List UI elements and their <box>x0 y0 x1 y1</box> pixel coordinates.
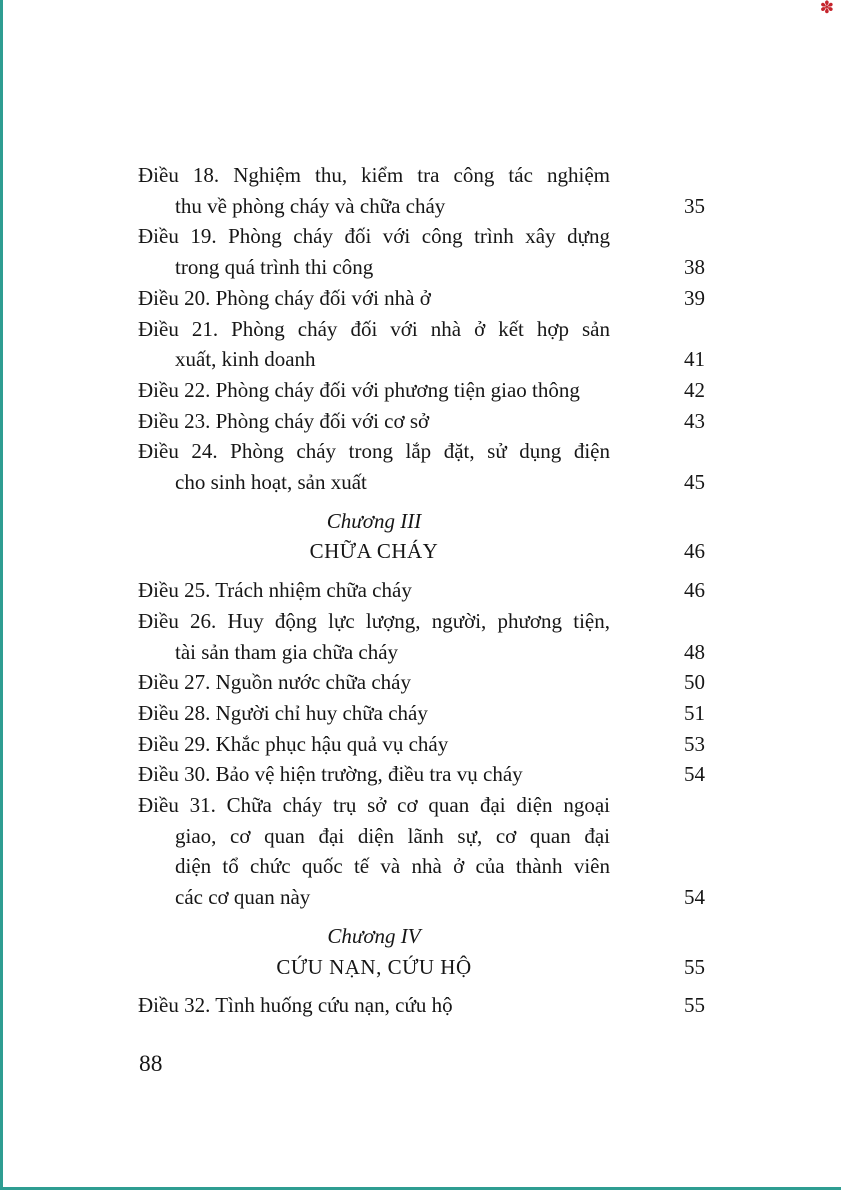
toc-page-number: 46 <box>684 539 705 564</box>
table-of-contents <box>138 160 705 1021</box>
toc-entry-text: Điều 26. Huy động lực lượng, người, phương tiện, <box>138 608 610 633</box>
toc-row <box>138 637 705 668</box>
toc-row <box>138 821 705 852</box>
toc-page-number: 54 <box>684 762 705 787</box>
toc-entry-text: Điều 31. Chữa cháy trụ sở cơ quan đại diện ngoại <box>138 793 610 818</box>
toc-page-number: 41 <box>684 347 705 372</box>
toc-entry-text: Điều 30. Bảo vệ hiện trường, điều tra vụ cháy <box>138 762 523 787</box>
toc-page-number: 54 <box>684 885 705 910</box>
toc-row <box>138 536 705 567</box>
toc-entry-text: Điều 27. Nguồn nước chữa cháy <box>138 670 411 695</box>
toc-entry-text: các cơ quan này <box>175 885 311 910</box>
toc-page-number: 48 <box>684 639 705 664</box>
toc-row <box>138 467 705 498</box>
toc-entry-text: Điều 18. Nghiệm thu, kiểm tra công tác nghiệm <box>138 163 610 187</box>
toc-row <box>138 314 705 345</box>
left-edge-rule <box>0 0 3 1190</box>
toc-entry-text: Điều 24. Phòng cháy trong lắp đặt, sử dụng điện <box>138 439 610 464</box>
toc-entry-text: Điều 21. Phòng cháy đối với nhà ở kết hợp sản <box>138 316 610 341</box>
toc-page-number: 38 <box>684 255 705 280</box>
toc-row <box>138 160 705 191</box>
toc-entry-text: trong quá trình thi công <box>175 255 374 280</box>
toc-page-number: 39 <box>684 285 705 310</box>
toc-row <box>138 575 705 606</box>
toc-page-number: 43 <box>684 408 705 433</box>
toc-entry-text: Điều 22. Phòng cháy đối với phương tiện giao thông <box>138 377 580 402</box>
toc-page-number: 50 <box>684 670 705 695</box>
toc-row <box>138 606 705 637</box>
toc-row <box>138 851 705 882</box>
toc-page-number: 46 <box>684 578 705 603</box>
toc-page-number: 55 <box>684 954 705 979</box>
folio-page-number: 88 <box>139 1051 163 1077</box>
toc-row <box>138 252 705 283</box>
toc-page-number: 42 <box>684 377 705 402</box>
toc-row <box>138 729 705 760</box>
toc-page-number: 51 <box>684 700 705 725</box>
toc-entry-text: Điều 28. Người chỉ huy chữa cháy <box>138 700 428 725</box>
toc-entry-text: diện tổ chức quốc tế và nhà ở của thành viên <box>175 854 610 879</box>
toc-row <box>138 375 705 406</box>
toc-row <box>138 990 705 1021</box>
toc-entry-text: Điều 19. Phòng cháy đối với công trình xây dựng <box>138 224 610 249</box>
toc-row <box>138 283 705 314</box>
toc-row <box>138 436 705 467</box>
toc-entry-text: xuất, kinh doanh <box>175 347 316 372</box>
toc-page-number: 35 <box>684 193 705 218</box>
toc-page-number: 55 <box>684 993 705 1018</box>
toc-entry-text: Điều 29. Khắc phục hậu quả vụ cháy <box>138 731 449 756</box>
toc-row <box>138 344 705 375</box>
toc-page-number: 53 <box>684 731 705 756</box>
chapter-title: CHỮA CHÁY <box>309 539 439 564</box>
toc-row <box>138 406 705 437</box>
toc-page-number: 45 <box>684 470 705 495</box>
toc-row <box>138 191 705 222</box>
toc-entry-text: Điều 25. Trách nhiệm chữa cháy <box>138 578 412 603</box>
toc-row <box>138 506 705 537</box>
toc-row <box>138 882 705 913</box>
toc-entry-text: Điều 32. Tình huống cứu nạn, cứu hộ <box>138 993 453 1018</box>
toc-entry-text: cho sinh hoạt, sản xuất <box>175 470 367 495</box>
toc-row <box>138 921 705 952</box>
toc-row <box>138 759 705 790</box>
toc-entry-text: Điều 20. Phòng cháy đối với nhà ở <box>138 285 431 310</box>
toc-entry-text: tài sản tham gia chữa cháy <box>175 639 399 664</box>
toc-entry-text: Điều 23. Phòng cháy đối với cơ sở <box>138 408 430 433</box>
toc-row <box>138 952 705 983</box>
toc-row <box>138 790 705 821</box>
toc-entry-text: giao, cơ quan đại diện lãnh sự, cơ quan đại <box>175 823 610 848</box>
toc-row <box>138 221 705 252</box>
chapter-heading: Chương IV <box>327 923 421 948</box>
chapter-title: CỨU NẠN, CỨU HỘ <box>276 954 472 979</box>
toc-row <box>138 667 705 698</box>
toc-entry-text: thu về phòng cháy và chữa cháy <box>175 193 446 218</box>
toc-row <box>138 698 705 729</box>
chapter-heading: Chương III <box>326 508 422 533</box>
flower-ornament-icon: ✽ <box>819 0 834 18</box>
